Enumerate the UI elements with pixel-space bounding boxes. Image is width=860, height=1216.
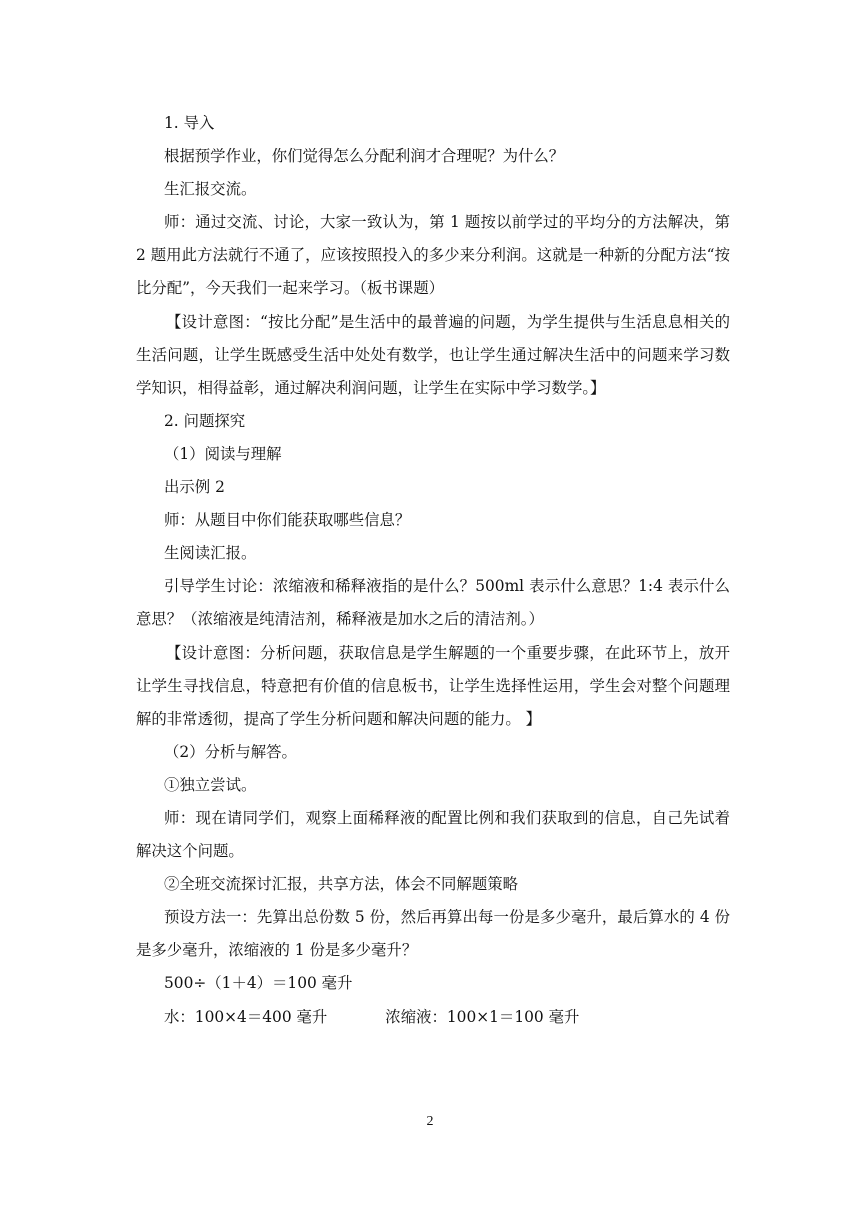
step-class-sharing: ②全班交流探讨汇报，共享方法，体会不同解题策略 [164,875,518,894]
student-report: 生汇报交流。 [164,180,257,199]
formula-total-parts: 500÷（1＋4）＝100 毫升 [164,974,353,993]
subheading-analyze-solve: （2）分析与解答。 [164,742,297,761]
student-read-report: 生阅读汇报。 [164,544,257,563]
show-example: 出示例 2 [164,478,225,497]
document-body [136,107,730,1034]
formula-concentrate: 浓缩液：100×1＝100 毫升 [385,1007,580,1026]
page-number: 2 [426,1114,434,1129]
teacher-summary-paragraph: 师：通过交流、讨论，大家一致认为，第 1 题按以前学过的平均分的方法解决，第 2 题用此方法就行不通了，应该按照投入的多少来分利润。这就是一种新的分配方法“按比分配”，今天我们一起来学习。（板书课题） [136,213,730,298]
design-intent-paragraph: 【设计意图：“按比分配”是生活中的最普遍的问题，为学生提供与生活息息相关的生活问题，让学生既感受生活中处处有数学，也让学生通过解决生活中的问题来学习数学知识，相得益彰，通过解决利润问题，让学生在实际中学习数学。】 [136,312,730,397]
guide-discussion-paragraph: 引导学生讨论：浓缩液和稀释液指的是什么？500ml 表示什么意思？1:4 表示什么意思？（浓缩液是纯清洁剂，稀释液是加水之后的清洁剂。） [136,577,730,629]
subheading-read-understand: （1）阅读与理解 [164,444,282,463]
formula-water: 水：100×4＝400 毫升 [164,1007,328,1026]
teacher-instruction-paragraph: 师：现在请同学们，观察上面稀释液的配置比例和我们获取到的信息，自己先试着解决这个问题。 [136,808,730,861]
design-intent-paragraph: 【设计意图：分析问题，获取信息是学生解题的一个重要步骤，在此环节上，放开让学生寻找信息，特意把有价值的信息板书，让学生选择性运用，学生会对整个问题理解的非常透彻，提高了学生分析问题和解决问题的能力。 】 [136,643,730,728]
intro-question: 根据预学作业，你们觉得怎么分配利润才合理呢？为什么？ [164,147,565,166]
step-independent-attempt: ①独立尝试。 [164,775,257,794]
method-one-paragraph: 预设方法一：先算出总份数 5 份，然后再算出每一份是多少毫升，最后算水的 4 份是多少毫升，浓缩液的 1 份是多少毫升？ [136,908,730,960]
section-heading-explore: 2. 问题探究 [164,411,246,430]
teacher-question: 师：从题目中你们能获取哪些信息？ [164,511,411,530]
section-heading-intro: 1. 导入 [164,114,215,132]
formula-results-row [136,1001,730,1034]
